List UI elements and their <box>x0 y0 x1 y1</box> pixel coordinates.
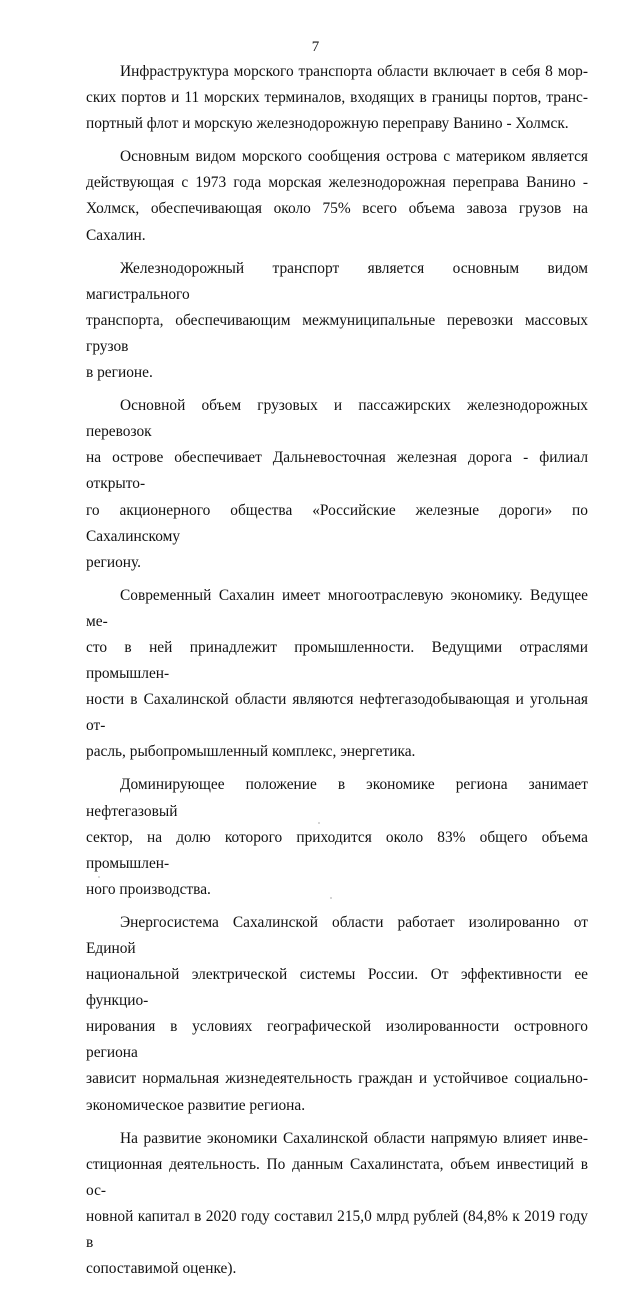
text-line: национальной электрической системы России. От эффективности ее функцио- <box>86 966 588 1010</box>
text-line: сто в ней принадлежит промышленности. Ведущими отраслями промышлен- <box>86 638 588 683</box>
text-line: новной капитал в 2020 году составил 215,0 млрд рублей (84,8% к 2019 году в <box>86 1207 588 1252</box>
text-line: экономическое развитие региона. <box>86 1096 306 1114</box>
text-line: сектор, на долю которого приходится около 83% общего объема промышлен- <box>86 828 588 872</box>
paragraph <box>86 583 588 766</box>
scan-speck <box>318 822 320 824</box>
text-line: в регионе. <box>86 364 153 382</box>
text-line: Железнодорожный транспорт является основным видом магистрального <box>86 259 588 303</box>
text-line: на острове обеспечивает Дальневосточная железная дорога - филиал открыто- <box>86 449 588 493</box>
text-line: Основной объем грузовых и пассажирских железнодорожных перевозок <box>86 397 588 441</box>
paragraph <box>86 393 588 576</box>
text-line: зависит нормальная жизнедеятельность граждан и устойчивое социально- <box>86 1070 588 1088</box>
paragraph <box>86 144 588 248</box>
paragraph <box>86 256 588 386</box>
text-line: ного производства. <box>86 880 211 898</box>
text-line: Современный Сахалин имеет многоотраслевую экономику. Ведущее ме- <box>86 586 588 630</box>
paragraph <box>86 1126 588 1283</box>
page-number: 7 <box>311 39 320 55</box>
text-line: региону. <box>86 553 142 571</box>
text-line: расль, рыбопромышленный комплекс, энергетика. <box>86 743 416 761</box>
text-line: Энергосистема Сахалинской области работает изолированно от Единой <box>86 913 588 957</box>
text-line: ских портов и 11 морских терминалов, входящих в границы портов, транс- <box>86 89 588 107</box>
text-line: действующая с 1973 года морская железнодорожная переправа Ванино - <box>86 174 588 192</box>
text-line: го акционерного общества «Российские железные дороги» по Сахалинскому <box>86 501 588 545</box>
text-line: Основным видом морского сообщения острова с материком является <box>120 148 588 166</box>
text-line: стиционная деятельность. По данным Сахалинстата, объем инвестиций в ос- <box>86 1155 588 1199</box>
paragraph <box>86 910 588 1119</box>
text-line: ности в Сахалинской области являются нефтегазодобывающая и угольная от- <box>86 691 588 735</box>
text-line: Холмск, обеспечивающая около 75% всего объема завоза грузов на Сахалин. <box>86 200 588 244</box>
scan-speck <box>330 897 332 899</box>
text-line: транспорта, обеспечивающим межмуниципальные перевозки массовых грузов <box>86 311 588 355</box>
scan-speck <box>98 876 100 878</box>
body-text <box>86 59 588 1289</box>
text-line: Инфраструктура морского транспорта области включает в себя 8 мор- <box>120 63 588 80</box>
text-line: Доминирующее положение в экономике региона занимает нефтегазовый <box>86 776 588 820</box>
text-line: портный флот и морскую железнодорожную переправу Ванино - Холмск. <box>86 115 569 133</box>
paragraph <box>86 772 588 902</box>
paragraph <box>86 59 588 137</box>
text-line: нирования в условиях географической изолированности островного региона <box>86 1018 588 1062</box>
text-line: На развитие экономики Сахалинской области напрямую влияет инве- <box>120 1129 588 1147</box>
text-line: сопоставимой оценке). <box>86 1260 237 1278</box>
